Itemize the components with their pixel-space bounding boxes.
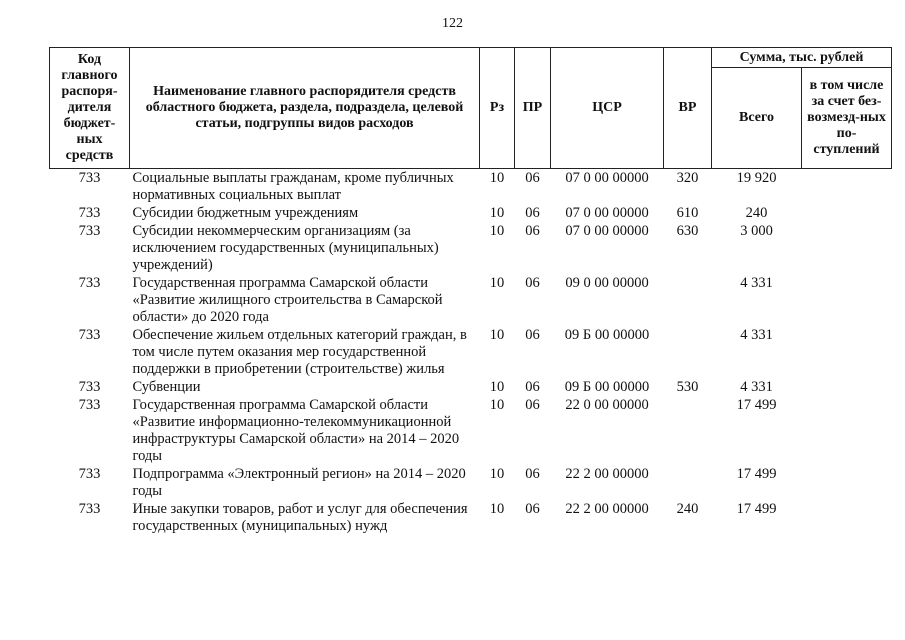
table-row <box>50 169 892 205</box>
cell-total: 4 331 <box>740 275 773 291</box>
cell-rz: 10 <box>489 223 505 239</box>
header-name: Наименование главного распорядителя средств областного бюджета, раздела, подраздела, целевой статьи, подгруппы видов расходов <box>130 48 480 169</box>
cell-rz: 10 <box>489 327 505 343</box>
cell-total: 240 <box>745 205 768 221</box>
cell-pr: 06 <box>525 501 540 517</box>
cell-rz: 10 <box>489 275 505 291</box>
cell-incl <box>802 396 892 465</box>
cell-csr: 07 0 00 00000 <box>565 223 649 239</box>
header-sum: Сумма, тыс. рублей <box>712 48 892 68</box>
cell-vr: 320 <box>676 170 699 186</box>
cell-total: 4 331 <box>740 379 773 395</box>
cell-rz: 10 <box>489 466 505 482</box>
table-row <box>50 204 892 222</box>
cell-name: Иные закупки товаров, работ и услуг для обеспечения государственных (муниципальных) нужд <box>132 501 468 534</box>
cell-csr: 07 0 00 00000 <box>565 170 649 186</box>
cell-vr: 240 <box>676 501 699 517</box>
table-row <box>50 274 892 326</box>
cell-vr: 630 <box>676 223 699 239</box>
cell-name: Социальные выплаты гражданам, кроме публичных нормативных социальных выплат <box>132 170 454 203</box>
cell-rz: 10 <box>489 170 505 186</box>
table-row <box>50 465 892 500</box>
cell-csr: 09 0 00 00000 <box>565 275 649 291</box>
cell-name: Государственная программа Самарской области «Развитие жилищного строительства в Самарской области» до 2020 года <box>132 275 443 325</box>
cell-rz: 10 <box>489 205 505 221</box>
cell-name: Субсидии бюджетным учреждениям <box>132 205 359 221</box>
cell-code: 733 <box>78 466 101 482</box>
table-body <box>50 169 892 536</box>
cell-pr: 06 <box>525 275 540 291</box>
table-header <box>50 48 892 169</box>
cell-pr: 06 <box>525 466 540 482</box>
page-number: 122 <box>442 16 463 31</box>
header-rz: Рз <box>480 48 515 169</box>
cell-incl <box>802 465 892 500</box>
cell-pr: 06 <box>525 379 540 395</box>
cell-total: 17 499 <box>736 501 777 517</box>
cell-total: 19 920 <box>736 170 777 186</box>
cell-code: 733 <box>78 223 101 239</box>
cell-pr: 06 <box>525 327 540 343</box>
cell-code: 733 <box>78 379 101 395</box>
cell-vr: 610 <box>676 205 699 221</box>
cell-total: 4 331 <box>740 327 773 343</box>
table-row <box>50 222 892 274</box>
cell-total: 3 000 <box>740 223 773 239</box>
cell-code: 733 <box>78 205 101 221</box>
cell-incl <box>802 378 892 396</box>
cell-csr: 22 0 00 00000 <box>565 397 649 413</box>
cell-csr: 09 Б 00 00000 <box>564 327 650 343</box>
header-code: Код главного распоря-дителя бюджет-ных средств <box>50 48 130 169</box>
cell-code: 733 <box>78 397 101 413</box>
cell-name: Обеспечение жильем отдельных категорий граждан, в том числе путем оказания мер государственной поддержки в приобретении (строительстве) жилья <box>132 327 467 377</box>
cell-vr <box>664 274 712 326</box>
cell-total: 17 499 <box>736 397 777 413</box>
cell-csr: 09 Б 00 00000 <box>564 379 650 395</box>
cell-rz: 10 <box>489 397 505 413</box>
cell-incl <box>802 222 892 274</box>
header-pr: ПР <box>515 48 551 169</box>
header-incl: в том числе за счет без-возмезд-ных по-ступлений <box>802 68 892 169</box>
table-row <box>50 326 892 378</box>
table-row <box>50 500 892 535</box>
cell-incl <box>802 500 892 535</box>
cell-code: 733 <box>78 501 101 517</box>
cell-incl <box>802 204 892 222</box>
cell-incl <box>802 169 892 205</box>
cell-pr: 06 <box>525 170 540 186</box>
cell-pr: 06 <box>525 205 540 221</box>
cell-total: 17 499 <box>736 466 777 482</box>
cell-csr: 07 0 00 00000 <box>565 205 649 221</box>
cell-csr: 22 2 00 00000 <box>565 501 649 517</box>
cell-name: Подпрограмма «Электронный регион» на 2014 – 2020 годы <box>132 466 466 499</box>
cell-code: 733 <box>78 327 101 343</box>
cell-pr: 06 <box>525 223 540 239</box>
cell-vr <box>664 465 712 500</box>
header-total: Всего <box>712 68 802 169</box>
cell-rz: 10 <box>489 379 505 395</box>
table-row <box>50 378 892 396</box>
cell-name: Субсидии некоммерческим организациям (за исключением государственных (муниципальных) учреждений) <box>132 223 439 273</box>
cell-vr <box>664 396 712 465</box>
cell-name: Государственная программа Самарской области «Развитие информационно-телекоммуникационной инфраструктуры Самарской области» на 2014 – 2020 годы <box>132 397 460 464</box>
cell-name: Субвенции <box>132 379 201 395</box>
header-csr: ЦСР <box>551 48 664 169</box>
cell-code: 733 <box>78 275 101 291</box>
cell-vr <box>664 326 712 378</box>
cell-rz: 10 <box>489 501 505 517</box>
cell-incl <box>802 274 892 326</box>
table-row <box>50 396 892 465</box>
budget-table <box>49 47 892 535</box>
cell-csr: 22 2 00 00000 <box>565 466 649 482</box>
cell-code: 733 <box>78 170 101 186</box>
cell-incl <box>802 326 892 378</box>
cell-vr: 530 <box>676 379 699 395</box>
cell-pr: 06 <box>525 397 540 413</box>
header-vr: ВР <box>664 48 712 169</box>
